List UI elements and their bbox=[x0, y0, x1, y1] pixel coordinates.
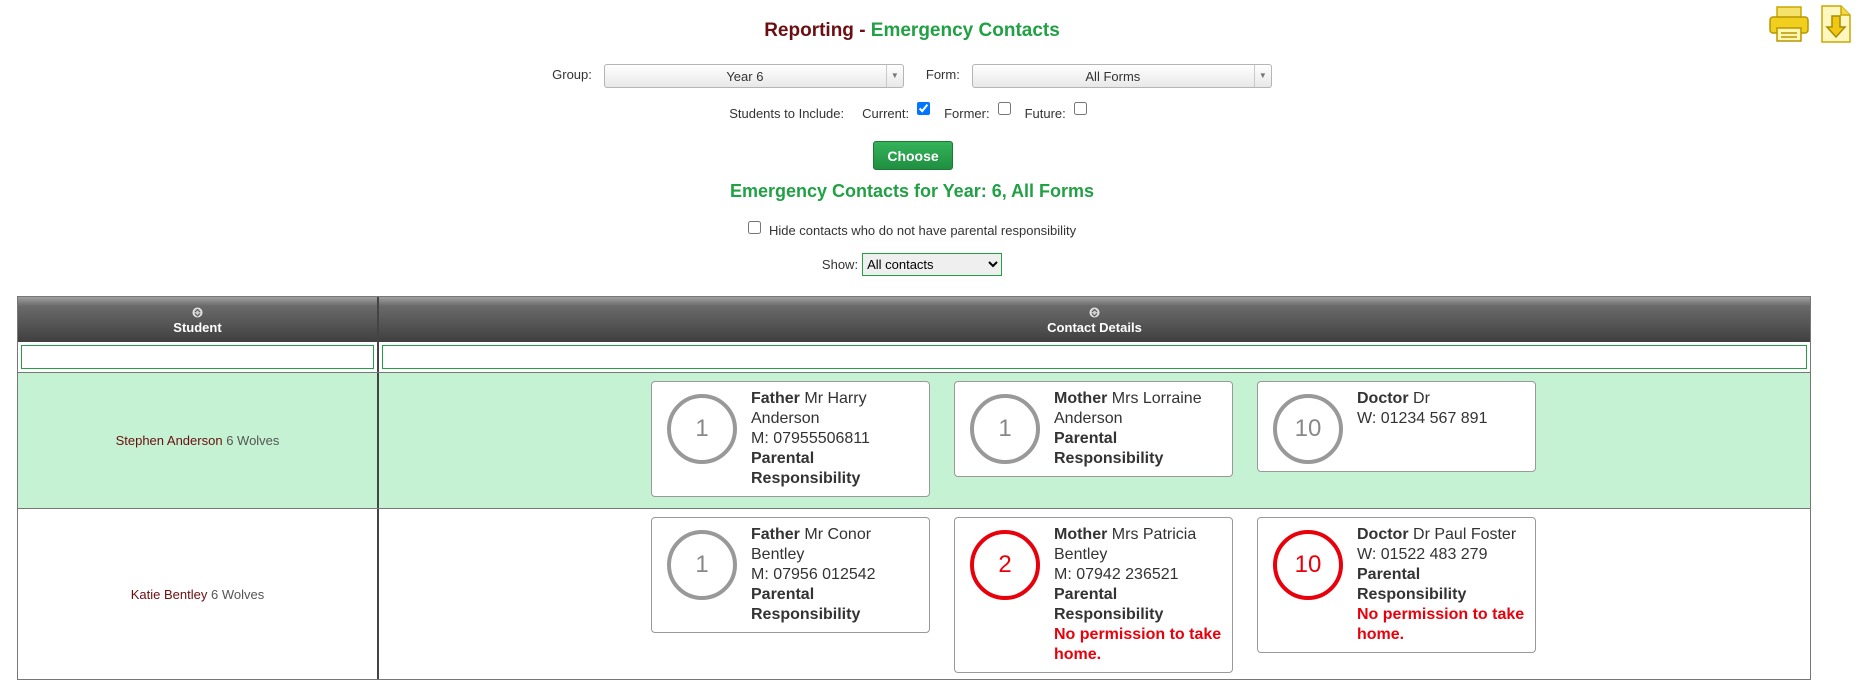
student-name[interactable]: Katie Bentley bbox=[130, 586, 208, 602]
contact-card[interactable] bbox=[651, 381, 930, 497]
download-document-icon[interactable] bbox=[1814, 4, 1856, 44]
title-separator: - bbox=[859, 20, 866, 41]
group-form-filter-row bbox=[0, 64, 1824, 88]
priority-badge: 10 bbox=[1273, 530, 1343, 600]
show-select[interactable] bbox=[862, 253, 1002, 276]
contact-relation: Mother bbox=[1054, 390, 1108, 407]
sort-icon bbox=[192, 307, 203, 318]
parental-responsibility: Parental Responsibility bbox=[751, 586, 861, 623]
sort-icon bbox=[1089, 307, 1100, 318]
current-checkbox[interactable] bbox=[917, 102, 930, 115]
priority-badge: 1 bbox=[970, 394, 1040, 464]
students-to-include-row bbox=[0, 106, 1824, 121]
contact-phone: W: 01522 483 279 bbox=[1357, 546, 1488, 563]
contact-info bbox=[1357, 389, 1487, 464]
show-label: Show: bbox=[821, 257, 859, 272]
contact-card[interactable] bbox=[1257, 381, 1536, 472]
student-header-label: Student bbox=[173, 320, 222, 335]
priority-badge: 2 bbox=[970, 530, 1040, 600]
form-select-value: All Forms bbox=[1085, 69, 1141, 84]
future-checkbox[interactable] bbox=[1074, 102, 1087, 115]
contact-name: Dr bbox=[1413, 390, 1430, 407]
group-select[interactable] bbox=[604, 64, 904, 88]
contact-filter-cell bbox=[379, 342, 1810, 372]
contact-filter-input[interactable] bbox=[382, 345, 1807, 369]
permission-warning: No permission to take home. bbox=[1054, 626, 1222, 663]
contacts-cell bbox=[379, 509, 1810, 679]
contact-info bbox=[1054, 525, 1224, 665]
contact-name: Mr Harry Anderson bbox=[751, 390, 867, 427]
form-label: Form: bbox=[925, 66, 960, 82]
future-label: Future: bbox=[1024, 106, 1066, 121]
table-row[interactable] bbox=[18, 373, 1810, 509]
hide-contacts-checkbox[interactable] bbox=[748, 221, 761, 234]
hide-contacts-row bbox=[0, 223, 1824, 238]
table-header bbox=[18, 297, 1810, 342]
group-label: Group: bbox=[552, 66, 592, 82]
students-to-include-label: Students to Include: bbox=[729, 106, 845, 121]
current-label: Current: bbox=[862, 106, 910, 121]
contact-info bbox=[751, 389, 921, 489]
student-filter-input[interactable] bbox=[21, 345, 374, 369]
contact-info bbox=[1357, 525, 1527, 645]
permission-warning: No permission to take home. bbox=[1357, 606, 1525, 643]
report-heading: Emergency Contacts for Year: 6, All Forms bbox=[729, 181, 1095, 201]
page-title bbox=[0, 20, 1824, 42]
contact-name: Mr Conor Bentley bbox=[751, 526, 872, 563]
column-filter-row bbox=[18, 342, 1810, 373]
student-filter-cell bbox=[18, 342, 379, 372]
contact-name: Mrs Patricia Bentley bbox=[1054, 526, 1197, 563]
priority-badge: 1 bbox=[667, 530, 737, 600]
contact-phone: M: 07942 236521 bbox=[1054, 566, 1179, 583]
table-row[interactable] bbox=[18, 509, 1810, 680]
student-cell bbox=[18, 509, 379, 679]
chevron-down-icon: ▼ bbox=[1254, 65, 1271, 87]
column-header-student[interactable] bbox=[18, 297, 379, 342]
contact-name: Mrs Lorraine Anderson bbox=[1054, 390, 1202, 427]
choose-button[interactable]: Choose bbox=[873, 141, 953, 170]
former-checkbox[interactable] bbox=[998, 102, 1011, 115]
contact-relation: Father bbox=[751, 526, 800, 543]
contact-info bbox=[751, 525, 921, 625]
emergency-contacts-table bbox=[17, 296, 1811, 680]
parental-responsibility: Parental Responsibility bbox=[751, 450, 861, 487]
show-filter-row bbox=[0, 253, 1824, 276]
parental-responsibility: Parental Responsibility bbox=[1357, 566, 1467, 603]
contact-relation: Doctor bbox=[1357, 390, 1409, 407]
printer-icon[interactable] bbox=[1768, 4, 1810, 44]
former-label: Former: bbox=[944, 106, 990, 121]
contact-phone: W: 01234 567 891 bbox=[1357, 410, 1488, 427]
student-cell bbox=[18, 373, 379, 508]
student-form: 6 Wolves bbox=[211, 586, 265, 602]
column-header-contact-details[interactable] bbox=[379, 297, 1810, 342]
title-emergency-contacts: Emergency Contacts bbox=[870, 20, 1060, 41]
contact-relation: Doctor bbox=[1357, 526, 1409, 543]
contact-phone: M: 07955506811 bbox=[751, 430, 870, 447]
form-select[interactable] bbox=[972, 64, 1272, 88]
chevron-down-icon: ▼ bbox=[886, 65, 903, 87]
hide-contacts-label: Hide contacts who do not have parental responsibility bbox=[768, 223, 1077, 238]
contact-card[interactable] bbox=[954, 517, 1233, 673]
contact-info bbox=[1054, 389, 1224, 469]
priority-badge: 10 bbox=[1273, 394, 1343, 464]
contact-phone: M: 07956 012542 bbox=[751, 566, 876, 583]
contact-card[interactable] bbox=[954, 381, 1233, 477]
contacts-cell bbox=[379, 373, 1810, 508]
student-form: 6 Wolves bbox=[226, 433, 280, 448]
contact-header-label: Contact Details bbox=[1047, 320, 1142, 335]
export-toolbar bbox=[1768, 4, 1856, 44]
parental-responsibility: Parental Responsibility bbox=[1054, 586, 1164, 623]
contact-relation: Father bbox=[751, 390, 800, 407]
student-name[interactable]: Stephen Anderson bbox=[115, 433, 223, 448]
parental-responsibility: Parental Responsibility bbox=[1054, 430, 1164, 467]
priority-badge: 1 bbox=[667, 394, 737, 464]
title-reporting: Reporting bbox=[764, 20, 854, 41]
contact-card[interactable] bbox=[1257, 517, 1536, 653]
contact-name: Dr Paul Foster bbox=[1413, 526, 1517, 543]
contact-relation: Mother bbox=[1054, 526, 1108, 543]
group-select-value: Year 6 bbox=[726, 69, 764, 84]
contact-card[interactable] bbox=[651, 517, 930, 633]
